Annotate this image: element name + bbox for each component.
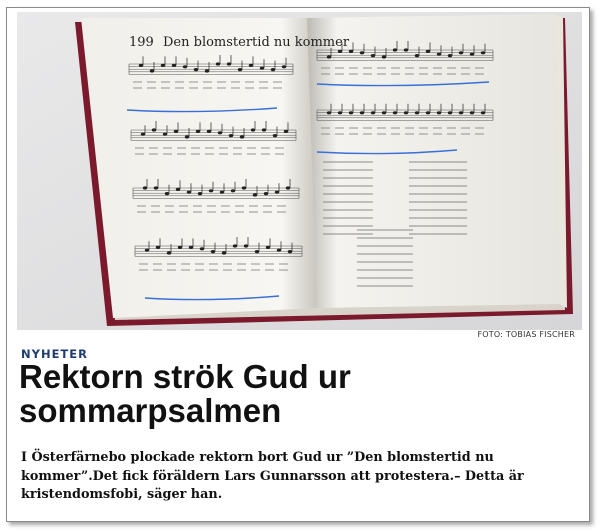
article-lede: I Österfärnebo plockade rektorn bort Gud ur ”Den blomstertid nu kommer”.Det fick föräldern Lars Gunnarsson att protestera.– Detta är kristendomsfobi, säger han.	[21, 450, 524, 502]
article-card	[6, 7, 590, 522]
left-page	[81, 18, 317, 318]
section-label: NYHETER	[21, 347, 88, 361]
hymn-number: 199	[129, 35, 154, 50]
right-page	[307, 14, 559, 308]
hymnbook-illustration	[17, 12, 582, 330]
hymn-title: Den blomstertid nu kommer	[163, 35, 350, 50]
headline[interactable]: Rektorn strök Gud ur sommarpsalmen	[19, 358, 351, 429]
hymnbook-photo	[17, 12, 582, 330]
photo-credit: FOTO: TOBIAS FISCHER	[477, 330, 575, 339]
